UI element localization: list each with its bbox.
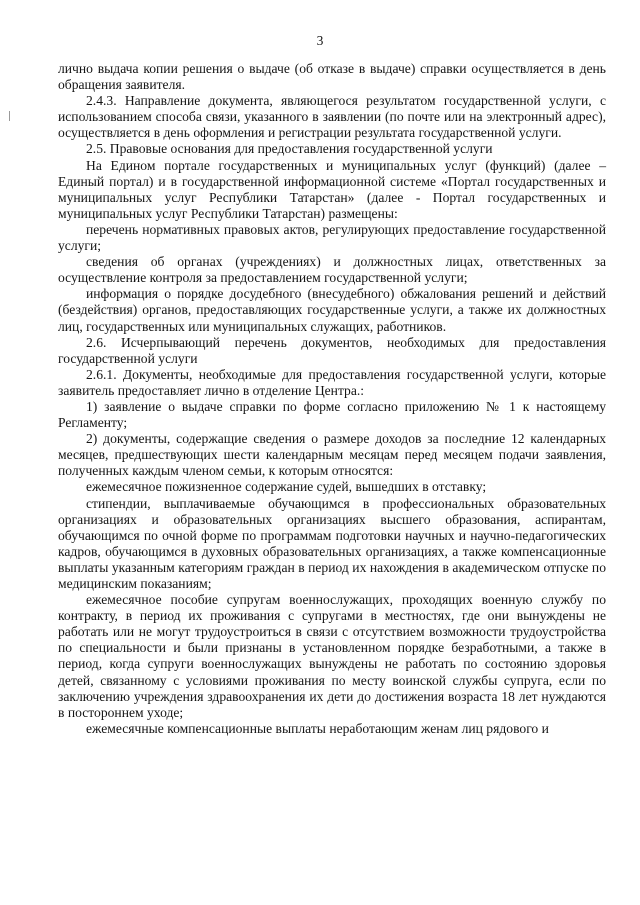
list-item: 1) заявление о выдаче справки по форме согласно приложению № 1 к настоящему Регламенту; [58, 398, 606, 431]
list-item: ежемесячное пожизненное содержание судей, вышедших в отставку; [86, 479, 487, 495]
section-heading: 2.5. Правовые основания для предоставления государственной услуги [86, 141, 493, 157]
list-item: информация о порядке досудебного (внесудебного) обжалования решений и действий (бездействия) органов, предоставляющих государственные услуги, а также их должностных лиц, государственных или муниципальных служащих, работников. [58, 286, 606, 334]
page-number: 3 [316, 33, 324, 48]
list-item: стипендии, выплачиваемые обучающимся в профессиональных образовательных организациях и образовательных организациях высшего образования, аспирантам, обучающимся по очной форме по программам подготовки научных и научно-педагогических кадров, обучающимся в духовных образовательных организациях, а также компенсационные выплаты указанным категориям граждан в период их нахождения в академическом отпуске по медицинским показаниям; [58, 495, 606, 591]
list-item: сведения об органах (учреждениях) и должностных лицах, ответственных за осуществление контроля за предоставлением государственной услуги; [58, 254, 606, 286]
list-item: ежемесячные компенсационные выплаты неработающим женам лиц рядового и [86, 720, 549, 736]
paragraph: 2.4.3. Направление документа, являющегося результатом государственной услуги, с использованием способа связи, указанного в заявлении (по почте или на электронный адрес), осуществляется в день оформления и регистрации результата государственной услуги. [58, 93, 606, 141]
list-item: ежемесячное пособие супругам военнослужащих, проходящих военную службу по контракту, в период их проживания с супругами в местностях, где они вынуждены не работать или не могут трудоустроиться в связи с отсутствием возможности трудоустройства по специальности и были признаны в установленном порядке безработными, а также в период, когда супруги военнослужащих вынуждены не работать по состоянию здоровья детей, связанному с условиями проживания по месту воинской службы супруга, если по заключению учреждения здравоохранения их дети до достижения возраста 18 лет нуждаются в постороннем уходе; [58, 592, 606, 720]
paragraph: лично выдача копии решения о выдаче (об отказе в выдаче) справки осуществляется в день обращения заявителя. [58, 61, 606, 93]
margin-mark [9, 111, 10, 121]
paragraph: На Едином портале государственных и муниципальных услуг (функций) (далее – Единый портал) и в государственной информационной системе «Портал государственных и муниципальных услуг Республики Татарстан» (далее - Портал государственных и муниципальных услуг Республики Татарстан) размещены: [58, 157, 606, 221]
section-heading: 2.6. Исчерпывающий перечень документов, необходимых для предоставления государственной услуги [58, 334, 606, 366]
document-body [58, 61, 606, 737]
list-item: перечень нормативных правовых актов, регулирующих предоставление государственной услуги; [58, 221, 606, 254]
list-item: 2) документы, содержащие сведения о размере доходов за последние 12 календарных месяцев, предшествующих шести календарным месяцам перед месяцем подачи заявления, полученных каждым членом семьи, к которым относятся: [58, 431, 606, 479]
paragraph: 2.6.1. Документы, необходимые для предоставления государственной услуги, которые заявитель предоставляет лично в отделение Центра.: [58, 366, 606, 398]
